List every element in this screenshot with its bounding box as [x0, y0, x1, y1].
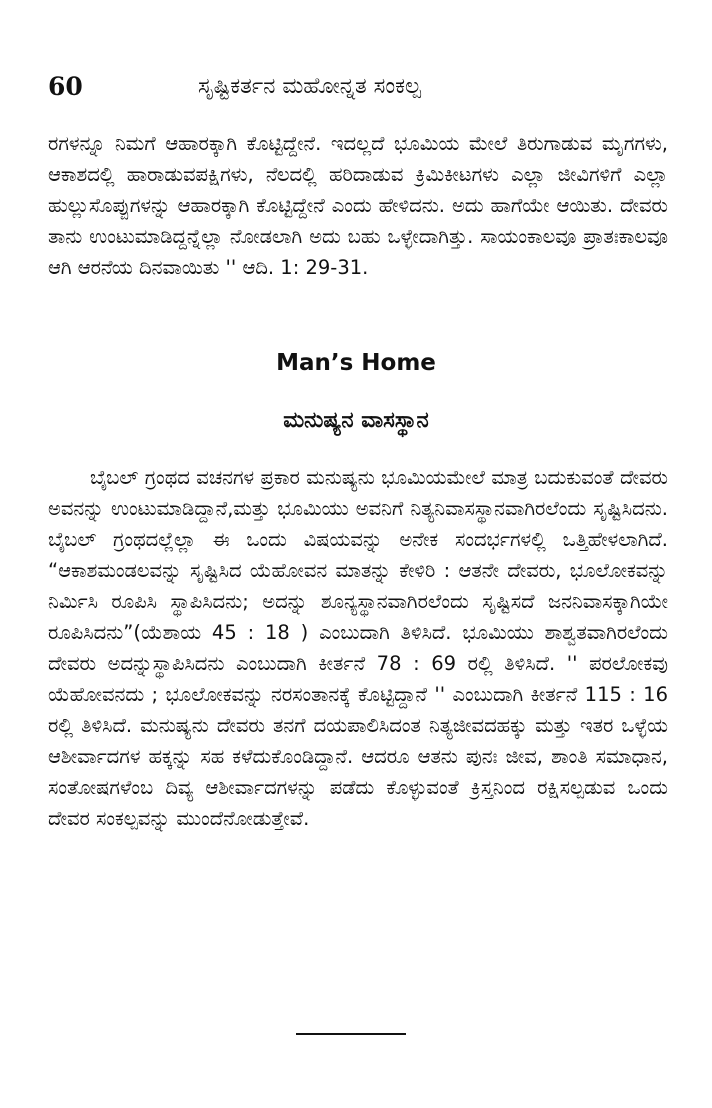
paragraph-mans-home: ಬೈಬಲ್ ಗ್ರಂಥದ ವಚನಗಳ ಪ್ರಕಾರ ಮನುಷ್ಯನು ಭೂಮಿಯಮೇಲೆ ಮಾತ್ರ ಬದುಕುವಂತೆ ದೇವರು ಅವನನ್ನು ಉಂಟುಮಾಡಿದ್ದಾನೆ,ಮತ್ತು ಭೂಮಿಯು ಅವನಿಗೆ ನಿತ್ಯನಿವಾಸಸ್ಥಾನವಾಗಿರಲೆಂದು ಸೃಷ್ಟಿಸಿದನು. ಬೈಬಲ್ ಗ್ರಂಥದಲ್ಲೆಲ್ಲಾ ಈ ಒಂದು ವಿಷಯವನ್ನು ಅನೇಕ ಸಂದರ್ಭಗಳಲ್ಲಿ ಒತ್ತಿಹೇಳಲಾಗಿದೆ. “ಆಕಾಶಮಂಡಲವನ್ನು ಸೃಷ್ಟಿಸಿದ ಯೆಹೋವನ ಮಾತನ್ನು ಕೇಳಿರಿ : ಆತನೇ ದೇವರು, ಭೂಲೋಕವನ್ನು ನಿರ್ಮಿಸಿ ರೂಪಿಸಿ ಸ್ಥಾಪಿಸಿದನು; ಅದನ್ನು ಶೂನ್ಯಸ್ಥಾನವಾಗಿರಲೆಂದು ಸೃಷ್ಟಿಸದೆ ಜನನಿವಾಸಕ್ಕಾಗಿಯೇ ರೂಪಿಸಿದನು”(ಯೆಶಾಯ 45 : 18 ) ಎಂಬುದಾಗಿ ತಿಳಿಸಿದೆ. ಭೂಮಿಯು ಶಾಶ್ವತವಾಗಿರಲೆಂದು ದೇವರು ಅದನ್ನುಸ್ಥಾಪಿಸಿದನು ಎಂಬುದಾಗಿ ಕೀರ್ತನೆ 78 : 69 ರಲ್ಲಿ ತಿಳಿಸಿದೆ. '' ಪರಲೋಕವು ಯೆಹೋವನದು ; ಭೂಲೋಕವನ್ನು ನರಸಂತಾನಕ್ಕೆ ಕೊಟ್ಟಿದ್ದಾನೆ '' ಎಂಬುದಾಗಿ ಕೀರ್ತನೆ 115 : 16 ರಲ್ಲಿ ತಿಳಿಸಿದೆ. ಮನುಷ್ಯನು ದೇವರು ತನಗೆ ದಯಪಾಲಿಸಿದಂತ ನಿತ್ಯಜೀವದಹಕ್ಕು ಮತ್ತು ಇತರ ಒಳ್ಳೆಯ ಆಶೀರ್ವಾದಗಳ ಹಕ್ಕನ್ನು ಸಹ ಕಳೆದುಕೊಂಡಿದ್ದಾನೆ. ಆದರೂ ಆತನು ಪುನಃ ಜೀವ, ಶಾಂತಿ ಸಮಾಧಾನ, ಸಂತೋಷಗಳೆಂಬ ದಿವ್ಯ ಆಶೀರ್ವಾದಗಳನ್ನು ಪಡೆದು ಕೊಳ್ಳುವಂತೆ ಕ್ರಿಸ್ತನಿಂದ ರಕ್ಷಿಸಲ್ಪಡುವ ಒಂದು ದೇವರ ಸಂಕಲ್ಪವನ್ನು ಮುಂದೆನೋಡುತ್ತೇವೆ.: [48, 466, 668, 830]
running-title: ಸೃಷ್ಟಿಕರ್ತನ ಮಹೋನ್ನತ ಸಂಕಲ್ಪ: [198, 74, 421, 99]
section-heading-kannada: ಮನುಷ್ಯನ ವಾಸಸ್ಥಾನ: [283, 408, 429, 433]
paragraph-continued: ರಗಳನ್ನೂ ನಿಮಗೆ ಆಹಾರಕ್ಕಾಗಿ ಕೊಟ್ಟಿದ್ದೇನೆ. ಇದಲ್ಲದೆ ಭೂಮಿಯ ಮೇಲೆ ತಿರುಗಾಡುವ ಮೃಗಗಳು, ಆಕಾಶದಲ್ಲಿ ಹಾರಾಡುವಪಕ್ಷಿಗಳು, ನೆಲದಲ್ಲಿ ಹರಿದಾಡುವ ಕ್ರಿಮಿಕೀಟಗಳು ಎಲ್ಲಾ ಜೀವಿಗಳಿಗೆ ಎಲ್ಲಾ ಹುಲ್ಲುಸೊಪ್ಪುಗಳನ್ನು ಆಹಾರಕ್ಕಾಗಿ ಕೊಟ್ಟಿದ್ದೇನೆ ಎಂದು ಹೇಳಿದನು. ಅದು ಹಾಗೆಯೇ ಆಯಿತು. ದೇವರು ತಾನು ಉಂಟುಮಾಡಿದ್ದನ್ನೆಲ್ಲಾ ನೋಡಲಾಗಿ ಅದು ಬಹು ಒಳ್ಳೇದಾಗಿತ್ತು. ಸಾಯಂಕಾಲವೂ ಪ್ರಾತಃಕಾಲವೂ ಆಗಿ ಆರನೆಯ ದಿನವಾಯಿತು '' ಆದಿ. 1: 29-31.: [48, 132, 668, 279]
page-header: [48, 72, 664, 112]
section-heading-english: Man’s Home: [276, 350, 436, 376]
section-end-rule: [296, 1033, 406, 1035]
page-number: 60: [48, 72, 83, 101]
